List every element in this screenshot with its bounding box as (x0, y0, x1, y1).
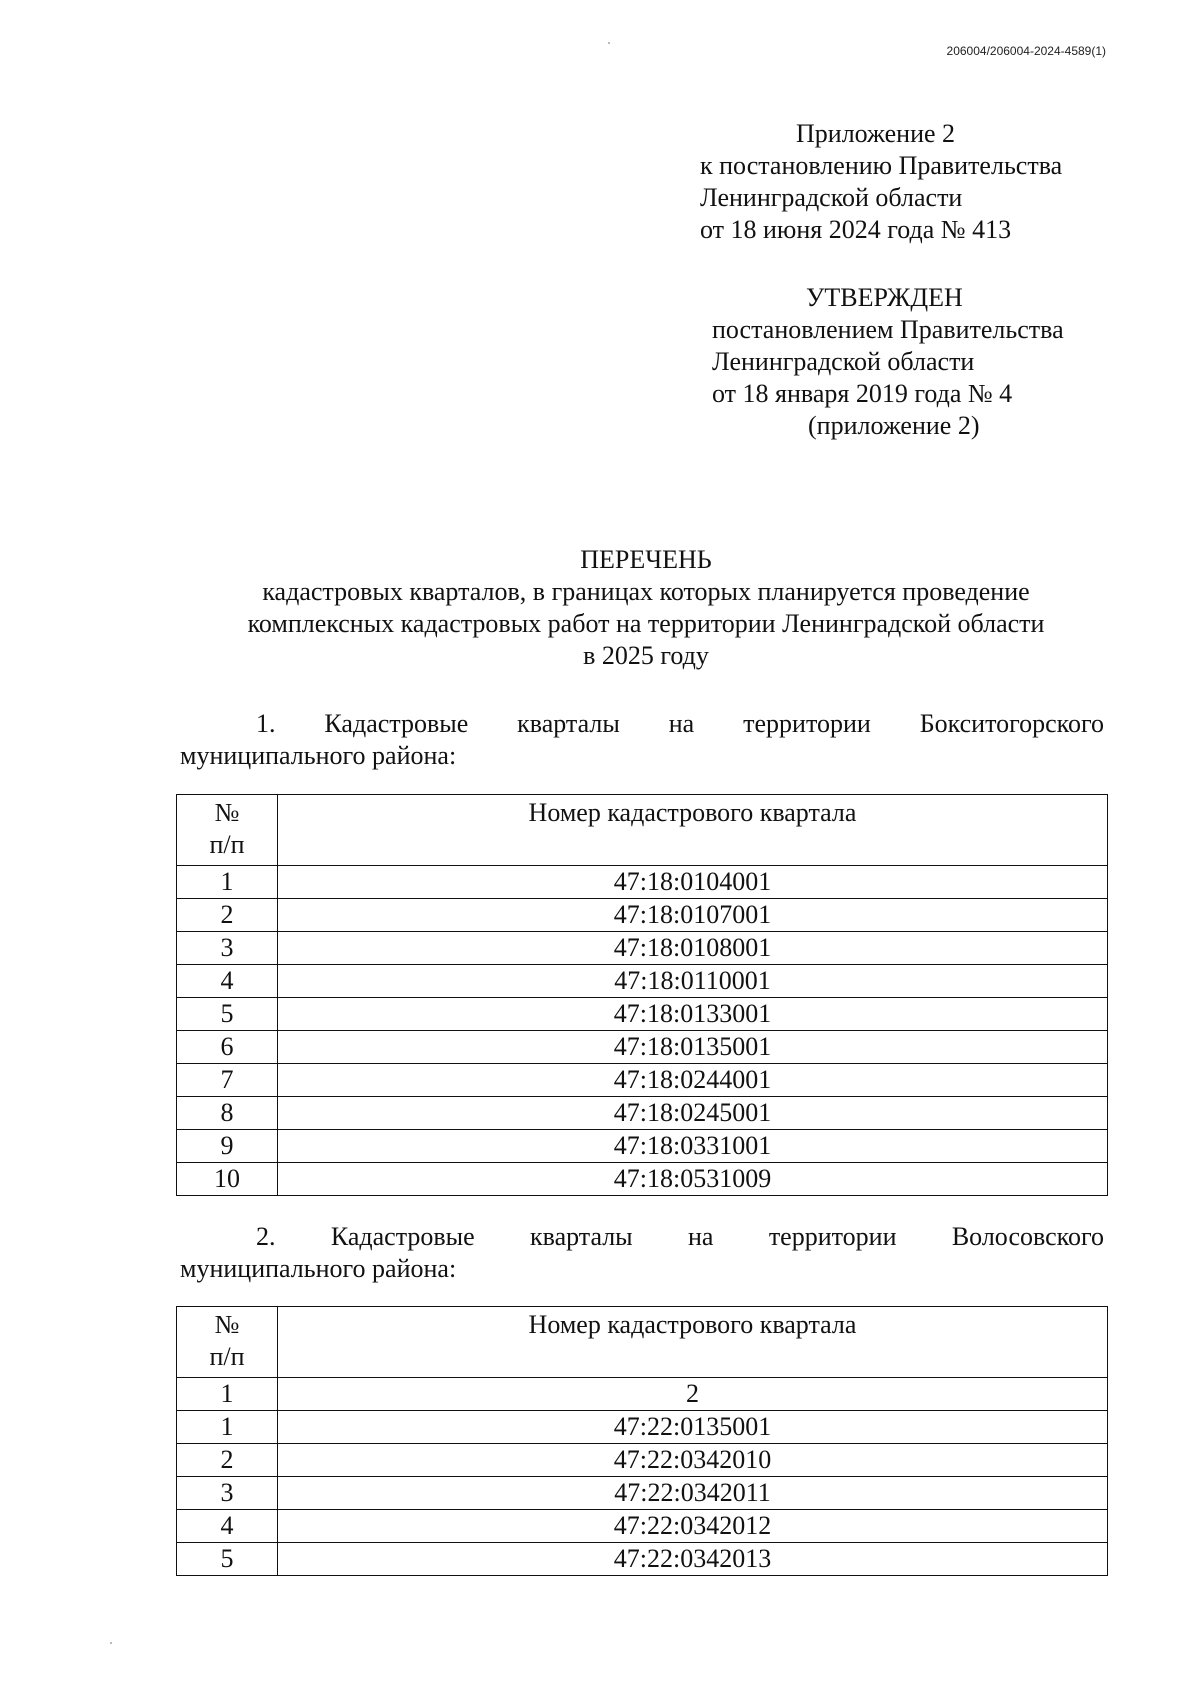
section-2-word: на (688, 1222, 714, 1251)
table-row (177, 932, 1108, 965)
document-id: 206004/206004-2024-4589(1) (946, 44, 1106, 58)
section-2-word: 2. (256, 1222, 276, 1251)
table-row (177, 1543, 1108, 1576)
table-row (177, 965, 1108, 998)
title-line-1: кадастровых кварталов, в границах которых планируется проведение (262, 577, 1030, 606)
header-number-bottom: п/п (209, 1342, 245, 1371)
approval-block (712, 282, 1064, 442)
document-title (176, 544, 1116, 672)
approval-heading: УТВЕРЖДЕН (806, 283, 963, 312)
column-header-code: Номер кадастрового квартала (278, 1307, 1108, 1378)
approval-line-2: постановлением Правительства (712, 315, 1064, 344)
table-row (177, 899, 1108, 932)
table-header-row (177, 1307, 1108, 1378)
table-row (177, 866, 1108, 899)
column-header-number (177, 1307, 278, 1378)
cadastral-code: 47:22:0342013 (278, 1543, 1108, 1576)
section-1-word: территории (743, 709, 871, 738)
header-number-top: № (214, 798, 240, 827)
attachment-line-1: Приложение 2 (796, 119, 956, 148)
table-row (177, 1477, 1108, 1510)
section-2-heading (180, 1221, 1104, 1285)
cadastral-code: 47:18:0133001 (278, 998, 1108, 1031)
cadastral-code: 2 (278, 1378, 1108, 1411)
section-2-word: территории (768, 1222, 897, 1251)
attachment-line-3: Ленинградской области (700, 183, 963, 212)
row-number: 10 (177, 1163, 278, 1196)
row-number: 7 (177, 1064, 278, 1097)
row-number: 6 (177, 1031, 278, 1064)
cadastral-code: 47:18:0104001 (278, 866, 1108, 899)
cadastral-code: 47:22:0342012 (278, 1510, 1108, 1543)
cadastral-code: 47:18:0135001 (278, 1031, 1108, 1064)
header-number-top: № (214, 1310, 240, 1339)
cadastral-code: 47:18:0245001 (278, 1097, 1108, 1130)
row-number: 4 (177, 965, 278, 998)
title-line-3: в 2025 году (583, 641, 709, 670)
section-1-table (176, 794, 1108, 1196)
table-row (177, 1378, 1108, 1411)
cadastral-code: 47:18:0331001 (278, 1130, 1108, 1163)
row-number: 1 (177, 1411, 278, 1444)
section-1-word: Кадастровые (324, 709, 469, 738)
table-row (177, 1064, 1108, 1097)
approval-line-5: (приложение 2) (808, 411, 980, 440)
row-number: 3 (177, 932, 278, 965)
row-number: 2 (177, 899, 278, 932)
cadastral-code: 47:22:0135001 (278, 1411, 1108, 1444)
table-row (177, 1411, 1108, 1444)
approval-line-3: Ленинградской области (712, 347, 975, 376)
section-1-word: 1. (256, 709, 276, 738)
row-number: 3 (177, 1477, 278, 1510)
row-number: 4 (177, 1510, 278, 1543)
section-2-table (176, 1306, 1108, 1576)
table-row (177, 1031, 1108, 1064)
table-row (177, 1130, 1108, 1163)
table-header-row (177, 795, 1108, 866)
row-number: 5 (177, 1543, 278, 1576)
cadastral-code: 47:18:0108001 (278, 932, 1108, 965)
cadastral-code: 47:18:0110001 (278, 965, 1108, 998)
table-row (177, 1510, 1108, 1543)
column-header-code: Номер кадастрового квартала (278, 795, 1108, 866)
scan-artifact-mark (110, 1642, 112, 1644)
row-number: 2 (177, 1444, 278, 1477)
table-row (177, 998, 1108, 1031)
section-2-word: Волосовского (951, 1222, 1104, 1251)
row-number: 1 (177, 866, 278, 899)
section-1-line-2: муниципального района: (180, 741, 457, 770)
attachment-block (700, 118, 1062, 246)
section-2-line-2: муниципального района: (180, 1254, 457, 1283)
cadastral-code: 47:22:0342010 (278, 1444, 1108, 1477)
section-2-word: кварталы (530, 1222, 633, 1251)
approval-line-4: от 18 января 2019 года № 4 (712, 379, 1013, 408)
row-number: 9 (177, 1130, 278, 1163)
table-row (177, 1163, 1108, 1196)
section-1-word: кварталы (517, 709, 620, 738)
section-1-heading (180, 708, 1104, 772)
title-heading: ПЕРЕЧЕНЬ (580, 545, 712, 574)
attachment-line-4: от 18 июня 2024 года № 413 (700, 215, 1012, 244)
header-number-bottom: п/п (209, 830, 245, 859)
section-1-word: Бокситогорского (919, 709, 1104, 738)
attachment-line-2: к постановлению Правительства (700, 151, 1063, 180)
cadastral-code: 47:18:0244001 (278, 1064, 1108, 1097)
section-2-word: Кадастровые (330, 1222, 475, 1251)
column-header-number (177, 795, 278, 866)
table-row (177, 1097, 1108, 1130)
section-1-word: на (668, 709, 695, 738)
cadastral-code: 47:22:0342011 (278, 1477, 1108, 1510)
cadastral-code: 47:18:0531009 (278, 1163, 1108, 1196)
row-number: 8 (177, 1097, 278, 1130)
scan-artifact-mark (608, 42, 610, 44)
table-row (177, 1444, 1108, 1477)
cadastral-code: 47:18:0107001 (278, 899, 1108, 932)
row-number: 5 (177, 998, 278, 1031)
title-line-2: комплексных кадастровых работ на территории Ленинградской области (247, 609, 1045, 638)
row-number: 1 (177, 1378, 278, 1411)
